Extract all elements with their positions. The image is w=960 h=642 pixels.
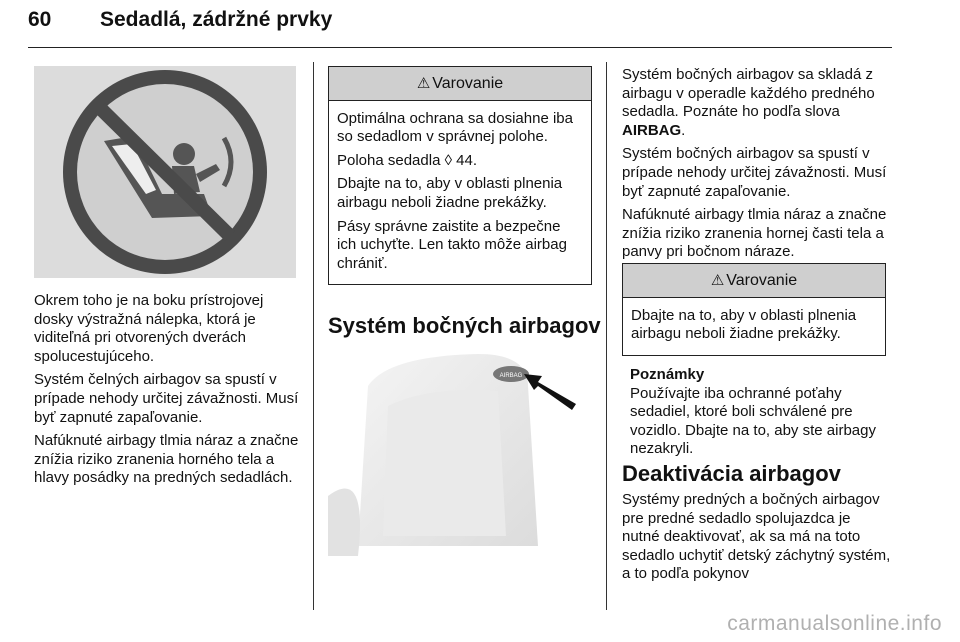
paragraph-text: Systém bočných airbagov sa skladá z airbagu v operadle každého predného sedadla. Poznáte ho podľa slova (622, 66, 875, 121)
airbag-keyword: AIRBAG (622, 121, 682, 139)
deactivation-text (622, 491, 892, 589)
page-number: 60 (28, 8, 52, 31)
warning-body (623, 298, 885, 355)
no-child-seat-illustration (34, 66, 296, 278)
warning-paragraph: Poloha sedadla ◊ 44. (337, 151, 478, 169)
left-column-text (34, 292, 299, 493)
page-header (28, 8, 332, 32)
warning-paragraph: Optimálna ochrana sa dosiahne iba so sedadlom v správnej polohe. (337, 109, 573, 146)
warning-triangle-icon: ⚠ (710, 272, 725, 289)
warning-title: Varovanie (432, 75, 504, 92)
seat-airbag-illustration (328, 346, 590, 556)
warning-body (329, 101, 591, 285)
warning-paragraph: Dbajte na to, aby v oblasti plnenia airbagu neboli žiadne prekážky. (337, 175, 563, 211)
warning-box-right (622, 263, 886, 356)
warning-paragraph: Pásy správne zaistite a bezpečne ich uchyťte. Len takto môže airbag chrániť. (337, 217, 567, 272)
seat-image (328, 346, 590, 556)
no-child-seat-icon (34, 66, 296, 278)
warning-paragraph: Dbajte na to, aby v oblasti plnenia airbagu neboli žiadne prekážky. (631, 306, 857, 343)
section-title: Sedadlá, zádržné prvky (100, 8, 333, 31)
paragraph: Systém čelných airbagov sa spustí v prípade nehody určitej závažnosti. Musí byť zapnuté zapaľovanie. (34, 371, 299, 426)
paragraph: Nafúknuté airbagy tlmia náraz a značne znížia riziko zranenia hornej časti tela a panvy pri bočnom náraze. (622, 206, 887, 261)
paragraph-text: . (681, 121, 686, 139)
warning-triangle-icon: ⚠ (416, 75, 431, 92)
note-block (630, 366, 892, 459)
header-rule (28, 47, 892, 48)
warning-box (328, 66, 592, 285)
warning-title: Varovanie (726, 272, 798, 289)
right-column-text (622, 66, 892, 267)
section-heading: Systém bočných airbagov (328, 313, 601, 338)
paragraph: Systémy predných a bočných airbagov pre predné sedadlo spolujazdca je nutné deaktivovať, ak sa má na toto sedadlo uchytiť detský záchytný systém, a to podľa pokynov (622, 491, 891, 583)
column-divider-left (313, 62, 314, 610)
warning-header (329, 67, 591, 101)
paragraph: Systém bočných airbagov sa spustí v prípade nehody určitej závažnosti. Musí byť zapnuté zapaľovanie. (622, 145, 887, 200)
paragraph: Okrem toho je na boku prístrojovej dosky výstražná nálepka, ktorá je viditeľná pri otvorených dverách spolucestujúceho. (34, 292, 264, 365)
warning-header (623, 264, 885, 298)
airbag-label: AIRBAG (499, 373, 523, 379)
column-divider-right (606, 62, 607, 610)
note-title: Poznámky (630, 366, 705, 383)
watermark: carmanualsonline.info (727, 612, 942, 635)
paragraph (622, 66, 892, 140)
section-heading-deactivation: Deaktivácia airbagov (622, 461, 841, 486)
note-text: Používajte iba ochranné poťahy sedadiel, ktoré boli schválené pre vozidlo. Dbajte na to, aby ste airbagy nezakryli. (630, 384, 876, 458)
paragraph: Nafúknuté airbagy tlmia náraz a značne znížia riziko zranenia horného tela a hlavy posádky na predných sedadlách. (34, 432, 299, 487)
